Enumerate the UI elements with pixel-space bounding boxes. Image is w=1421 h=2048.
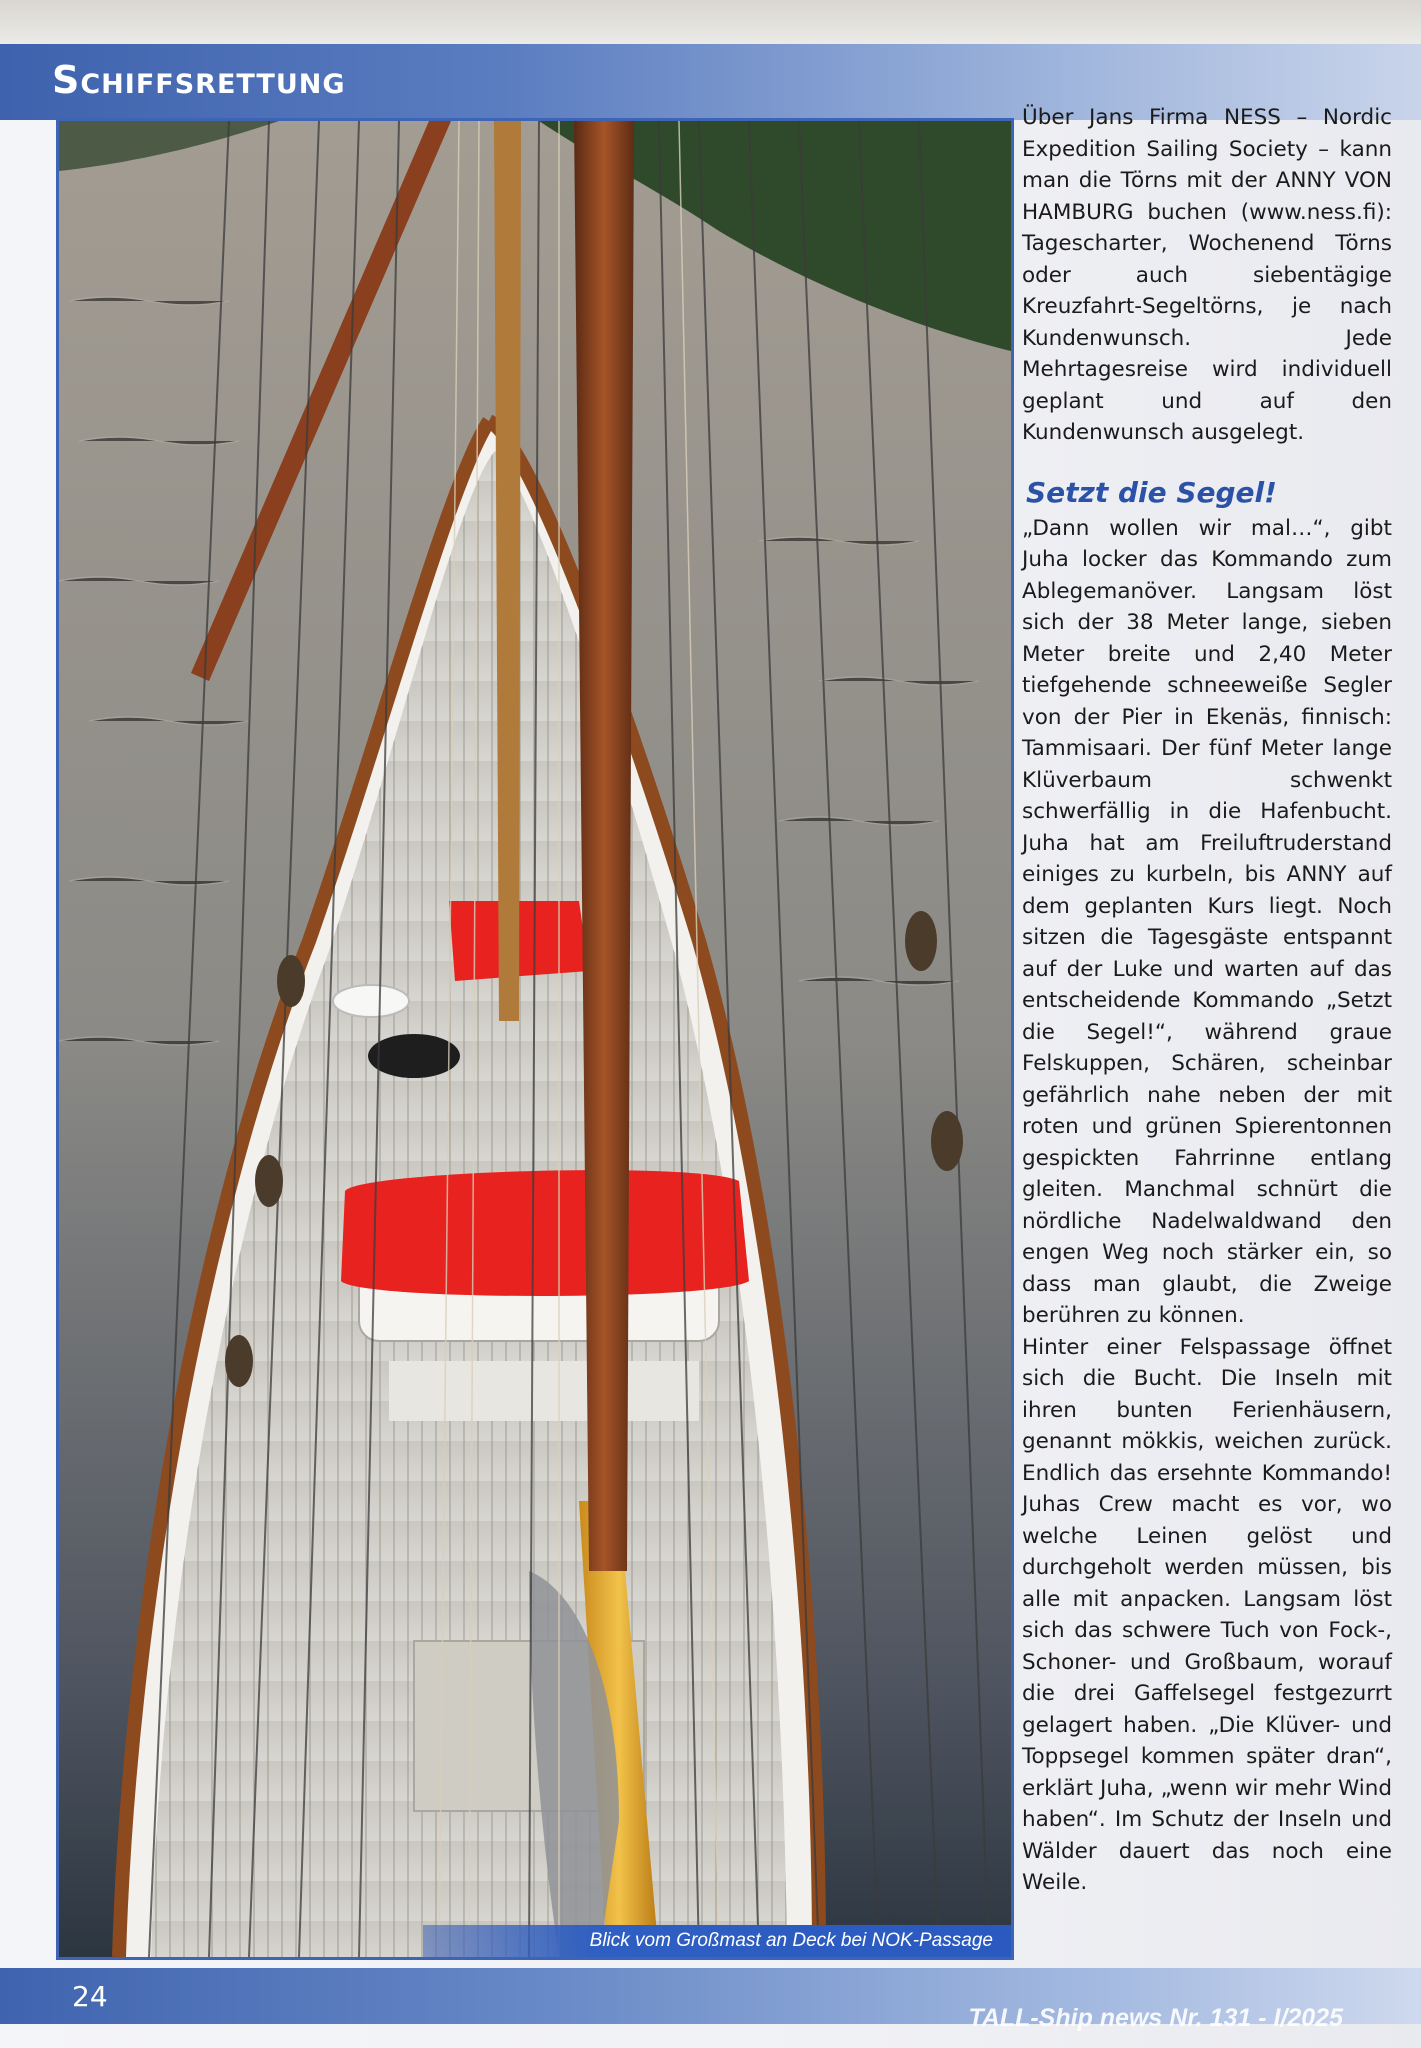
caption-bar	[423, 1925, 1014, 1960]
page-number: 24	[72, 1980, 108, 2013]
section-title: Schiffsrettung	[52, 58, 346, 102]
article-text-column	[1022, 102, 1392, 1899]
article-paragraph-2: Hinter einer Felspassage öffnet sich die Bucht. Die Inseln mit ihren bunten Ferienhäusern, genannt mökkis, weichen zurück. Endlich das ersehnte Kommando! Juhas Crew macht es vor, wo welche Leinen gelöst und durchgeholt werden müssen, bis alle mit anpacken. Langsam löst sich das schwere Tuch von Fock-, Schoner- und Großbaum, worauf die drei Gaffelsegel festgezurrt gelagert haben. „Die Klüver- und Toppsegel kommen später dran“, erklärt Juha, „wenn wir mehr Wind haben“. Im Schutz der Inseln und Wälder dauert das noch eine Weile.	[1022, 1334, 1392, 1895]
photo-caption: Blick vom Großmast an Deck bei NOK-Passage	[589, 1930, 993, 1951]
article-paragraph-1: „Dann wollen wir mal…“, gibt Juha locker das Kommando zum Ablegemanöver. Langsam löst sich der 38 Meter lange, sieben Meter breite und 2,40 Meter tiefgehende schneeweiße Segler von der Pier in Ekenäs, finnisch: Tammisaari. Der fünf Meter lange Klüverbaum schwenkt schwerfällig in die Hafenbucht. Juha hat am Freiluftruderstand einiges zu kurbeln, bis ANNY auf dem geplanten Kurs liegt. Noch sitzen die Tagesgäste entspannt auf der Luke und warten auf das entscheidende Kommando „Setzt die Segel!“, während graue Felskuppen, Schären, scheinbar gefährlich nahe neben der mit roten und grünen Spierentonnen gespickten Fahrrinne entlang gleiten. Manchmal schnürt die nördliche Nadelwaldwand den engen Weg noch stärker ein, so dass man glaubt, die Zweige berühren zu können.	[1022, 515, 1392, 1328]
page-top-edge	[0, 0, 1421, 46]
article-subheading: Setzt die Segel!	[1026, 475, 1277, 509]
article-photo	[56, 118, 1014, 1960]
article-intro: Über Jans Firma NESS – Nordic Expedition Sailing Society – kann man die Törns mit der ANNY VON HAMBURG buchen (www.ness.fi): Tagescharter, Wochenend Törns oder auch siebentägige Kreuzfahrt-Segeltörns, je nach Kundenwunsch. Jede Mehrtagesreise wird individuell geplant und auf den Kundenwunsch ausgelegt.	[1022, 105, 1392, 445]
ship-deck-illustration	[59, 121, 1011, 1957]
footer-issue-label: TALL-Ship news Nr. 131 - I/2025	[968, 2004, 1343, 2032]
